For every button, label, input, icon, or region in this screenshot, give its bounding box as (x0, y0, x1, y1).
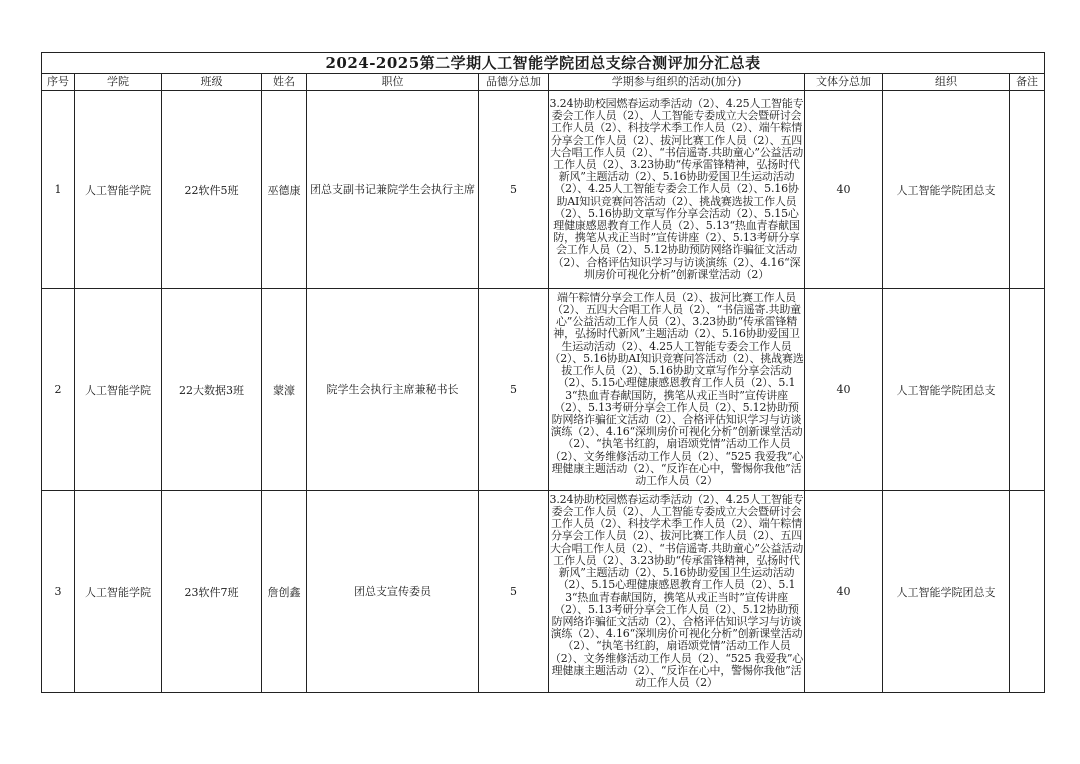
header-activities: 学期参与组织的活动(加分) (549, 74, 805, 91)
header-row (42, 74, 1045, 91)
activities-text: 3.24协助校园燃春运动季活动（2）、4.25人工智能专委会工作人员（2）、人工智能专委成立大会暨研讨会工作人员（2）、科技学术季工作人员（2）、端午粽情分享会工作人员（2）、拔河比赛工作人员（2）、五四大合唱工作人员（2）、“书信遥寄.共助童心”公益活动工作人员（2）、3.23协助“传承雷锋精神，弘扬时代新风”主题活动（2）、5.16协助爱国卫生运动活动（2）、5.15心理健康感恩教育工作人员（2）、5.13“热血青春献国防，携笔从戎正当时”宣传讲座（2）、5.13考研分享会工作人员（2）、5.12协助预防网络诈骗征文活动（2）、合格评估知识学习与访谈演练（2）、4.16“深圳房价可视化分析”创新课堂活动（2）、“执笔书红韵，扇语颂党情”活动工作人员（2）、文务维修活动工作人员（2）、“525 我爱我”心理健康主题活动（2）、“反诈在心中，警惕你我他”活动工作人员（2） (549, 493, 804, 689)
cell-moral-total: 5 (479, 491, 549, 693)
cell-position: 团总支副书记兼院学生会执行主席 (307, 91, 479, 289)
header-moral-total: 品德分总加 (479, 74, 549, 91)
cell-organization: 人工智能学院团总支 (883, 491, 1010, 693)
cell-name: 詹创鑫 (262, 491, 307, 693)
cell-class: 22大数据3班 (162, 289, 262, 491)
cell-position: 院学生会执行主席兼秘书长 (307, 289, 479, 491)
cell-index: 1 (42, 91, 75, 289)
activities-text: 3.24协助校园燃春运动季活动（2）、4.25人工智能专委会工作人员（2）、人工智能专委成立大会暨研讨会工作人员（2）、科技学术季工作人员（2）、端午粽情分享会工作人员（2）、拔河比赛工作人员（2）、五四大合唱工作人员（2）、“书信遥寄.共助童心”公益活动工作人员（2）、3.23协助“传承雷锋精神，弘扬时代新风”主题活动（2）、5.16协助爱国卫生运动活动（2）、4.25人工智能专委会工作人员（2）、5.16协助AI知识竞赛问答活动（2）、挑战赛选拔工作人员（2）、5.16协助文章写作分享会活动（2）、5.15心理健康感恩教育工作人员（2）、5.13“热血青春献国防，携笔从戎正当时”宣传讲座（2）、5.13考研分享会工作人员（2）、5.12协助预防网络诈骗征文活动（2）、合格评估知识学习与访谈演练（2）、4.16“深圳房价可视化分析”创新课堂活动（2） (549, 97, 804, 281)
cell-sports-total: 40 (805, 289, 883, 491)
cell-remarks (1010, 91, 1045, 289)
table-row (42, 491, 1045, 693)
table-row (42, 91, 1045, 289)
cell-remarks (1010, 491, 1045, 693)
cell-class: 23软件7班 (162, 491, 262, 693)
header-class: 班级 (162, 74, 262, 91)
cell-position: 团总支宣传委员 (307, 491, 479, 693)
header-position: 职位 (307, 74, 479, 91)
header-index: 序号 (42, 74, 75, 91)
activities-text: 端午粽情分享会工作人员（2）、拔河比赛工作人员（2）、五四大合唱工作人员（2）、“书信遥寄.共助童心”公益活动工作人员（2）、3.23协助“传承雷锋精神，弘扬时代新风”主题活动（2）、5.16协助爱国卫生运动活动（2）、4.25人工智能专委会工作人员（2）、5.16协助AI知识竞赛问答活动（2）、挑战赛选拔工作人员（2）、5.16协助文章写作分享会活动（2）、5.15心理健康感恩教育工作人员（2）、5.13“热血青春献国防，携笔从戎正当时”宣传讲座（2）、5.13考研分享会工作人员（2）、5.12协助预防网络诈骗征文活动（2）、合格评估知识学习与访谈演练（2）、4.16“深圳房价可视化分析”创新课堂活动（2）、“执笔书红韵，扇语颂党情”活动工作人员（2）、文务维修活动工作人员（2）、“525 我爱我”心理健康主题活动（2）、“反诈在心中，警惕你我他”活动工作人员（2） (549, 291, 804, 487)
cell-organization: 人工智能学院团总支 (883, 289, 1010, 491)
cell-class: 22软件5班 (162, 91, 262, 289)
cell-college: 人工智能学院 (75, 491, 162, 693)
score-summary-table (41, 52, 1045, 693)
header-name: 姓名 (262, 74, 307, 91)
header-sports-total: 文体分总加 (805, 74, 883, 91)
cell-name: 蒙濠 (262, 289, 307, 491)
cell-organization: 人工智能学院团总支 (883, 91, 1010, 289)
cell-index: 2 (42, 289, 75, 491)
header-college: 学院 (75, 74, 162, 91)
cell-activities (549, 289, 805, 491)
cell-college: 人工智能学院 (75, 91, 162, 289)
cell-sports-total: 40 (805, 491, 883, 693)
cell-index: 3 (42, 491, 75, 693)
cell-activities (549, 91, 805, 289)
table-row (42, 289, 1045, 491)
cell-remarks (1010, 289, 1045, 491)
cell-moral-total: 5 (479, 91, 549, 289)
header-remarks: 备注 (1010, 74, 1045, 91)
header-organization: 组织 (883, 74, 1010, 91)
cell-sports-total: 40 (805, 91, 883, 289)
table-title: 2024-2025第二学期人工智能学院团总支综合测评加分汇总表 (42, 53, 1045, 74)
cell-name: 巫德康 (262, 91, 307, 289)
cell-activities (549, 491, 805, 693)
cell-college: 人工智能学院 (75, 289, 162, 491)
cell-moral-total: 5 (479, 289, 549, 491)
